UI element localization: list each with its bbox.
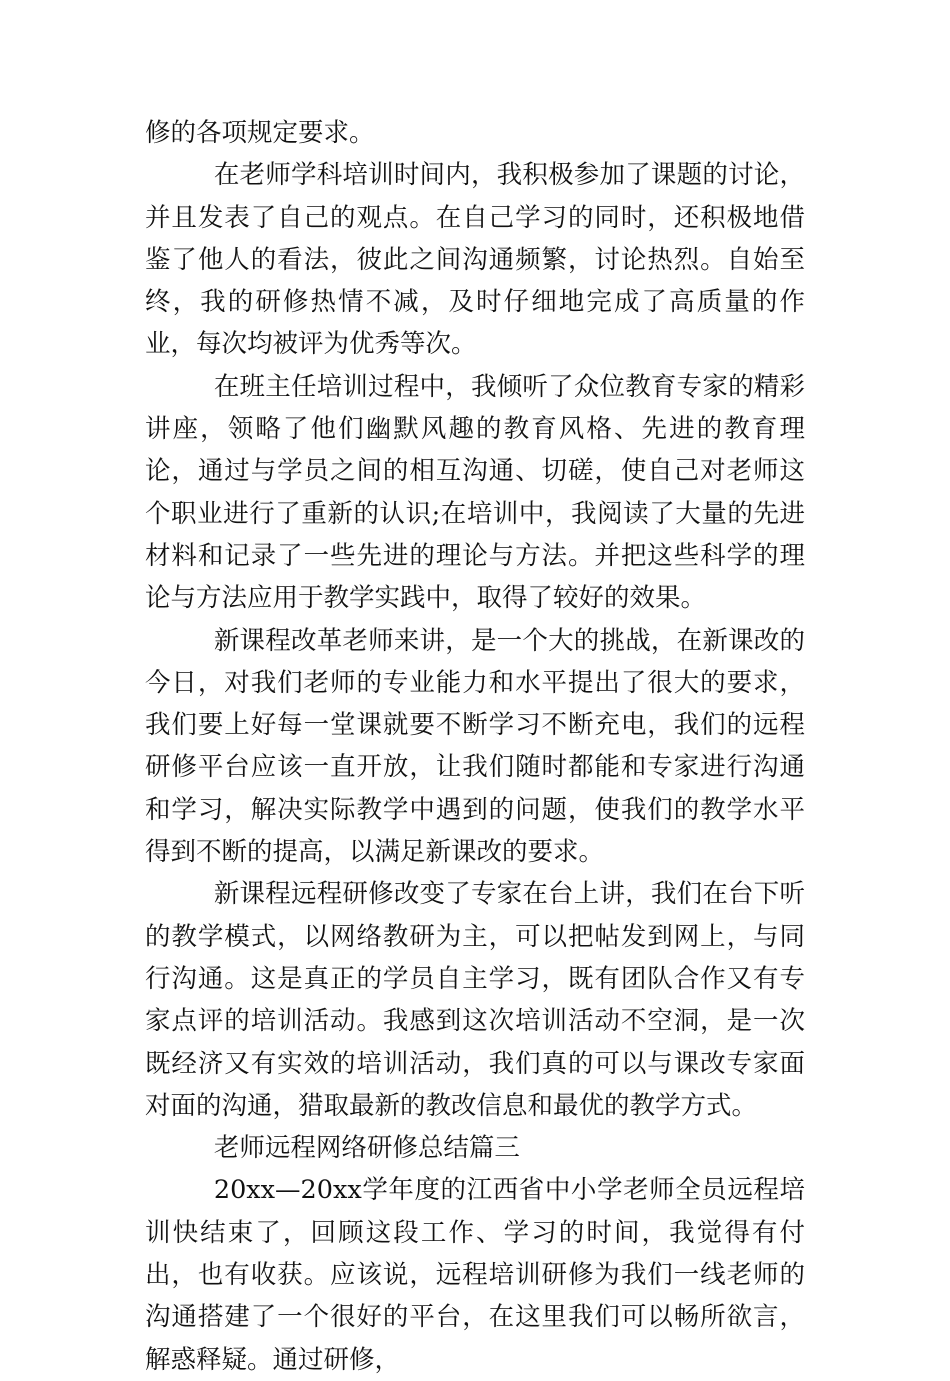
paragraph-curriculum-reform: 新课程改革老师来讲，是一个大的挑战，在新课改的今日，对我们老师的专业能力和水平提出了很大的要求，我们要上好每一堂课就要不断学习不断充电，我们的远程研修平台应该一直开放，让我们随时都能和专家进行沟通和学习，解决实际教学中遇到的问题，使我们的教学水平得到不断的提高，以满足新课改的要求。 bbox=[145, 625, 805, 868]
paragraph-head-teacher-training: 在班主任培训过程中，我倾听了众位教育专家的精彩讲座，领略了他们幽默风趣的教育风格、先进的教育理论，通过与学员之间的相互沟通、切磋，使自己对老师这个职业进行了重新的认识;在培训中，我阅读了大量的先进材料和记录了一些先进的理论与方法。并把这些科学的理论与方法应用于教学实践中，取得了较好的效果。 bbox=[145, 371, 805, 614]
paragraph-remote-training-mode: 新课程远程研修改变了专家在台上讲，我们在台下听的教学模式，以网络教研为主，可以把帖发到网上，与同行沟通。这是真正的学员自主学习，既有团队合作又有专家点评的培训活动。我感到这次培训活动不空洞，是一次既经济又有实效的培训活动，我们真的可以与课改专家面对面的沟通，猎取最新的教改信息和最优的教学方式。 bbox=[145, 879, 805, 1121]
paragraph-subject-training: 在老师学科培训时间内，我积极参加了课题的讨论，并且发表了自己的观点。在自己学习的同时，还积极地借鉴了他人的看法，彼此之间沟通频繁，讨论热烈。自始至终，我的研修热情不减，及时仔细地完成了高质量的作业，每次均被评为优秀等次。 bbox=[145, 160, 805, 360]
document-body bbox=[145, 112, 805, 1381]
paragraph-section-three-intro: 20xx—20xx学年度的江西省中小学老师全员远程培训快结束了，回顾这段工作、学习的时间，我觉得有付出，也有收获。应该说，远程培训研修为我们一线老师的沟通搭建了一个很好的平台，在这里我们可以畅所欲言，解惑释疑。通过研修， bbox=[145, 1175, 805, 1375]
paragraph-continuation: 修的各项规定要求。 bbox=[145, 118, 375, 148]
section-heading: 老师远程网络研修总结篇三 bbox=[213, 1133, 520, 1164]
